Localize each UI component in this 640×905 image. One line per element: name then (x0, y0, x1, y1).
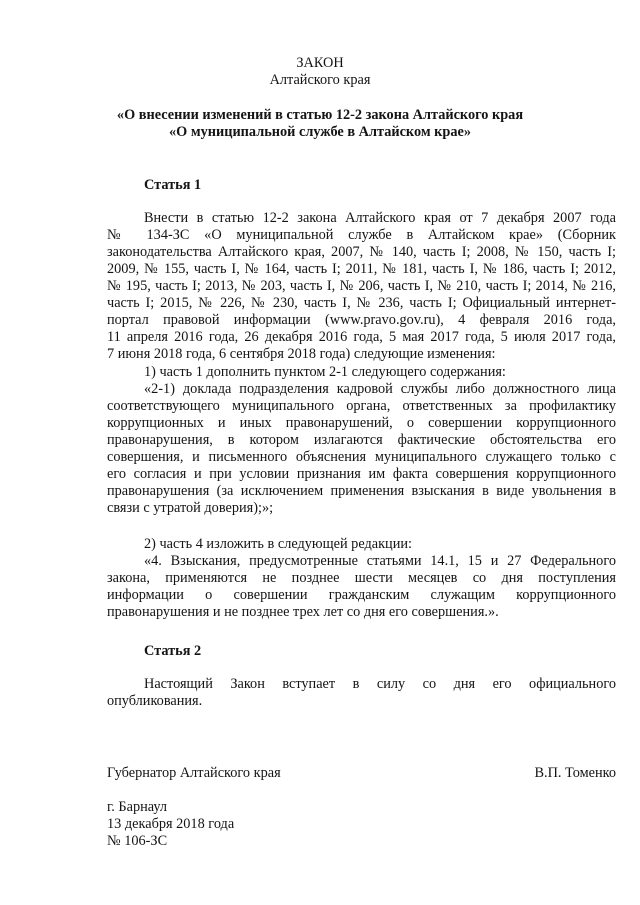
article-1-paragraph-line: законодательства Алтайского края, 2007, № 140, часть I; 2008, № 150, часть I; (107, 244, 616, 260)
article-1-paragraph-line: Внести в статью 12-2 закона Алтайского края от 7 декабря 2007 года (144, 210, 616, 226)
item-2-text-line: правонарушения и не позднее трех лет со дня его совершения.». (107, 604, 499, 620)
article-1-paragraph-line: 11 апреля 2016 года, 26 декабря 2016 года, 5 мая 2017 года, 5 июля 2017 года, (107, 329, 616, 345)
place-of-signing: г. Барнаул (107, 799, 168, 815)
article-1-paragraph-line: портал правовой информации (www.pravo.gov.ru), 4 февраля 2016 года, (107, 312, 616, 328)
document-title: ЗАКОН (296, 55, 344, 71)
item-1-text-line: соответствующего муниципального органа, ответственных за профилактику (107, 398, 616, 414)
law-name-line-2: «О муниципальной службе в Алтайском крае» (169, 124, 471, 140)
article-1-paragraph-line: 7 июня 2018 года, 6 сентября 2018 года) следующие изменения: (107, 346, 496, 362)
item-1-text-line: его согласия и при условии признания им факта совершения коррупционного (107, 466, 616, 482)
document-subtitle: Алтайского края (269, 72, 371, 88)
article-1-paragraph-line: № 195, часть I; 2013, № 203, часть I, № 206, часть I, № 210, часть I; 2014, № 216, (107, 278, 616, 294)
signing-date: 13 декабря 2018 года (107, 816, 235, 832)
article-2-text-line: Настоящий Закон вступает в силу со дня его официального (144, 676, 616, 692)
signer-position: Губернатор Алтайского края (107, 765, 281, 781)
signature-block (107, 765, 616, 782)
article-1-paragraph-line: 2009, № 155, часть I, № 164, часть I; 2011, № 181, часть I, № 186, часть I; 2012, (107, 261, 616, 277)
law-name-line-1: «О внесении изменений в статью 12-2 закона Алтайского края (116, 107, 524, 123)
signer-name: В.П. Томенко (534, 765, 616, 781)
item-1-text-line: совершения, и письменного объяснения муниципального служащего только с (107, 449, 616, 465)
law-number: № 106-ЗС (107, 833, 168, 849)
article-2-heading: Статья 2 (144, 643, 202, 659)
item-2-heading: 2) часть 4 изложить в следующей редакции: (144, 536, 412, 552)
article-1-paragraph-line: № 134-ЗС «О муниципальной службе в Алтайском крае» (Сборник (107, 227, 616, 243)
item-1-text-line: правонарушения, в котором излагаются фактические обстоятельства его (107, 432, 616, 448)
article-1-paragraph-line: часть I; 2015, № 226, № 230, часть I, № 236, часть I; Официальный интернет- (107, 295, 616, 311)
item-1-text-line: связи с утратой доверия);»; (107, 500, 274, 516)
article-1-heading: Статья 1 (144, 177, 202, 193)
item-1-heading: 1) часть 1 дополнить пунктом 2-1 следующего содержания: (144, 364, 506, 380)
item-2-text-line: информации о совершении гражданским служащим коррупционного (107, 587, 616, 603)
item-1-text-line: коррупционных и иных правонарушений, о совершении коррупционного (107, 415, 616, 431)
item-2-text-line: закона, применяются не позднее шести месяцев со дня поступления (107, 570, 616, 586)
item-1-text-line: «2-1) доклада подразделения кадровой службы либо должностного лица (144, 381, 616, 397)
item-1-text-line: правонарушения (за исключением применения взыскания в виде увольнения в (107, 483, 616, 499)
item-2-text-line: «4. Взыскания, предусмотренные статьями 14.1, 15 и 27 Федерального (144, 553, 616, 569)
article-2-text-line: опубликования. (107, 693, 203, 709)
